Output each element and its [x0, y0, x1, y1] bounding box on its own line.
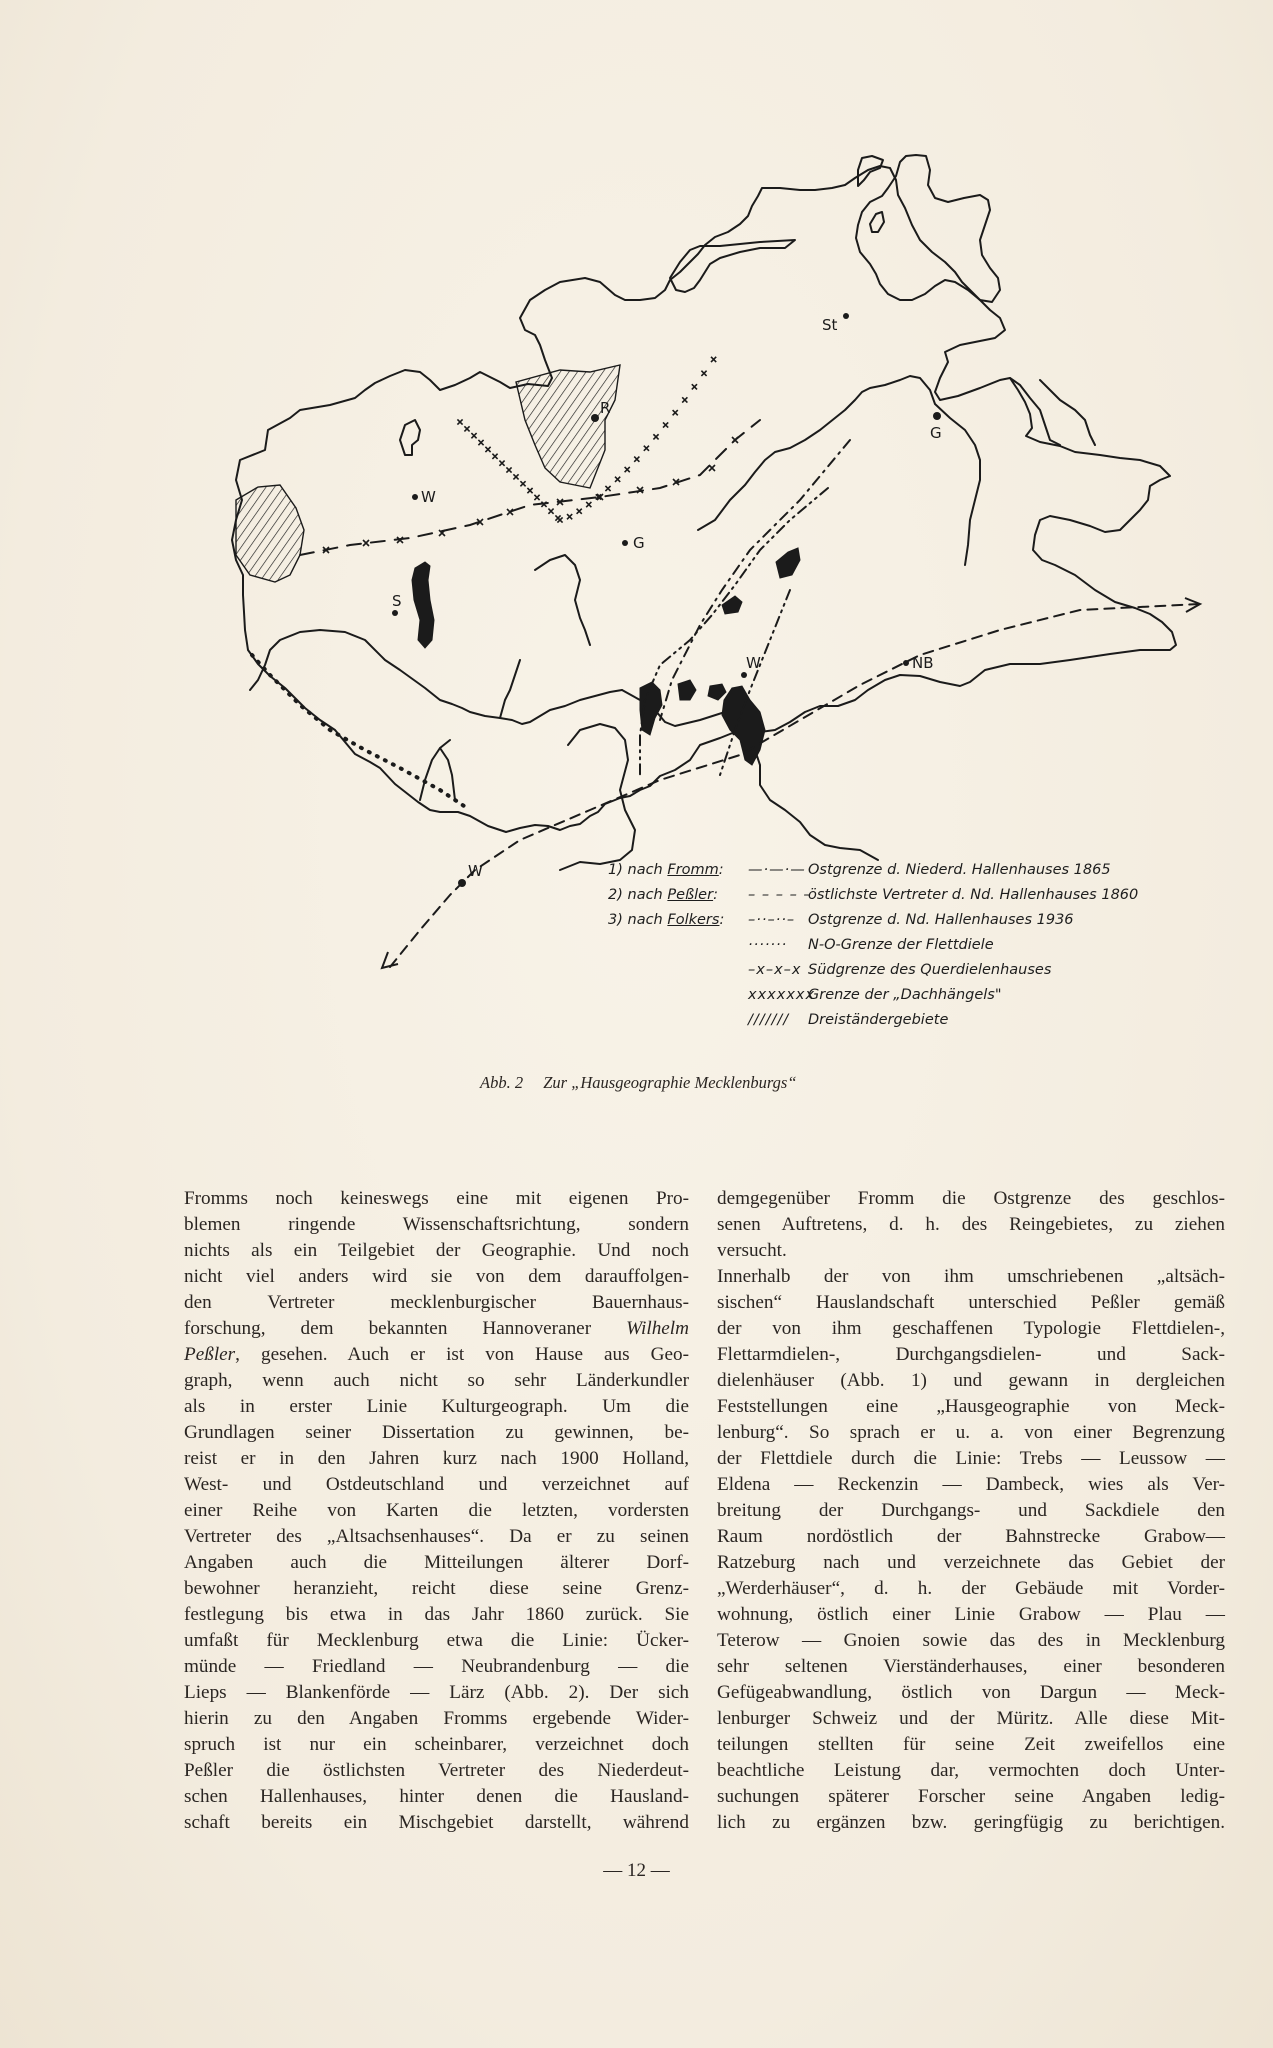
mueritz-lake: [722, 686, 765, 765]
dachhaengel-x-mark: [499, 461, 504, 466]
text-line: sischen“ Hauslandschaft unterschied Peßler gemäß: [717, 1292, 1225, 1313]
text-line: den Vertreter mecklenburgischer Bauernhaus-: [184, 1292, 689, 1313]
hatched-area-rostock: [516, 365, 620, 488]
legend-prefix: nach: [627, 912, 663, 928]
text-line: bewohner heranzieht, reicht diese seine Grenz-: [184, 1578, 689, 1599]
text-line: lenburger Schweiz und der Müritz. Alle diese Mit-: [717, 1708, 1225, 1729]
legend-author: Fromm: [667, 862, 719, 878]
legend-number: 3): [608, 912, 623, 928]
legend-number: 2): [608, 887, 623, 903]
querdielen-line: [300, 420, 760, 555]
legend-row: [608, 912, 1248, 937]
dachhaengel-x-mark: [605, 486, 610, 491]
figure-title: Zur „Hausgeographie Mecklenburgs“: [543, 1073, 797, 1092]
dachhaengel-x-mark: [653, 434, 658, 439]
text-line: [184, 1316, 689, 1342]
text-line: Teterow — Gnoien sowie das des in Mecklenburg: [717, 1630, 1225, 1651]
dachhaengel-x-mark: [534, 495, 539, 500]
map-label-stralsund: St: [822, 316, 838, 334]
text-line: spruch ist nur ein scheinbarer, verzeichnet doch: [184, 1734, 689, 1755]
querdielen-x-mark: [709, 465, 715, 471]
page-number: — 12 —: [603, 1860, 670, 1881]
text-line: „Werderhäuser“, d. h. der Gebäude mit Vorder-: [717, 1578, 1225, 1599]
hatched-area-west: [236, 485, 304, 582]
dachhaengel-x-mark: [457, 419, 462, 424]
legend-row: [608, 887, 1248, 912]
text-line: nichts als ein Teilgebiet der Geographie. Und noch: [184, 1240, 689, 1261]
dachhaengel-x-mark: [506, 467, 511, 472]
haff-region: [1010, 378, 1095, 445]
querdielen-x-mark: [363, 540, 369, 546]
text-line: der Flettdiele durch die Linie: Trebs — Leussow —: [717, 1448, 1225, 1469]
legend-source: 3) nach Folkers:: [608, 912, 725, 928]
text-line: Innerhalb der von ihm umschriebenen „altsäch-: [717, 1266, 1225, 1287]
legend-description: Südgrenze des Querdielenhauses: [808, 962, 1052, 978]
lake: [678, 680, 696, 700]
dachhaengel-x-mark: [682, 397, 687, 402]
ruegen-island: [856, 155, 1000, 302]
legend-row: [608, 1012, 1248, 1037]
map-label-waren: W: [746, 654, 761, 672]
dachhaengel-x-mark: [586, 502, 591, 507]
lake: [776, 548, 800, 578]
dachhaengel-x-mark: [711, 357, 716, 362]
legend-symbol: –··–··–: [748, 912, 796, 928]
legend-description: Dreiständergebiete: [808, 1012, 949, 1028]
dachhaengel-x-mark: [625, 467, 630, 472]
dachhaengel-x-mark: [701, 371, 706, 376]
text-line: Raum nordöstlich der Bahnstrecke Grabow—: [717, 1526, 1225, 1547]
text-column-right: [717, 1186, 1225, 1836]
text-line: Lieps — Blankenförde — Lärz (Abb. 2). Der sich: [184, 1682, 689, 1703]
ruegen-island: [870, 212, 884, 232]
map-label-rostock: R: [600, 399, 611, 417]
dachhaengel-x-mark: [567, 514, 572, 519]
legend-symbol: ///////: [748, 1012, 790, 1028]
text-line: lenburg“. So sprach er u. a. von einer Begrenzung: [717, 1422, 1225, 1443]
dachhaengel-x-mark: [692, 384, 697, 389]
legend-row: [608, 962, 1248, 987]
text-line: sehr seltenen Vierständerhauses, einer besonderen: [717, 1656, 1225, 1677]
text-line: dielenhäuser (Abb. 1) und gewann in dergleichen: [717, 1370, 1225, 1391]
text-line: senen Auftretens, d. h. des Reingebietes, zu ziehen: [717, 1214, 1225, 1235]
text-line: umfaßt für Mecklenburg etwa die Linie: Ücker-: [184, 1630, 689, 1651]
flettdiele-line: [252, 655, 470, 810]
text-line: münde — Friedland — Neubrandenburg — die: [184, 1656, 689, 1677]
lake: [708, 684, 726, 700]
map-label-schwerin: S: [392, 592, 402, 610]
legend-author: Folkers: [667, 912, 720, 928]
coastline: [232, 166, 1176, 832]
legend-row: [608, 987, 1248, 1012]
map-label-wismar: W: [421, 488, 436, 506]
figure-number: Abb. 2: [480, 1073, 524, 1092]
river: [535, 555, 590, 645]
map-label-neubrandenburg: NB: [912, 654, 934, 672]
dachhaengel-x-mark: [478, 440, 483, 445]
text-line: Eldena — Reckenzin — Dambeck, wies als Ver-: [717, 1474, 1225, 1495]
legend-prefix: nach: [627, 887, 663, 903]
legend-row: [608, 937, 1248, 962]
text-fragment: forschung, dem bekannten Hannoveraner: [184, 1318, 627, 1339]
dachhaengel-x-mark: [663, 422, 668, 427]
map-figure: [0, 0, 1273, 1000]
text-line: versucht.: [717, 1240, 787, 1261]
darss-peninsula: [670, 240, 795, 292]
legend-source: 1) nach Fromm:: [608, 862, 724, 878]
dachhaengel-x-mark: [557, 517, 562, 522]
legend-symbol: – – – – –: [748, 887, 812, 903]
dachhaengel-x-mark: [492, 454, 497, 459]
author-name: Wilhelm: [626, 1318, 689, 1339]
dachhaengel-x-mark: [485, 447, 490, 452]
text-fragment: , gesehen. Auch er ist von Hause aus Geo-: [235, 1344, 689, 1365]
legend-description: N-O-Grenze der Flettdiele: [808, 937, 994, 953]
legend-description: Ostgrenze d. Niederd. Hallenhauses 1865: [808, 862, 1111, 878]
text-line: Peßler die östlichsten Vertreter des Niederdeut-: [184, 1760, 689, 1781]
dachhaengel-x-mark: [471, 433, 476, 438]
map-label-wittenberge: W: [468, 862, 483, 880]
text-line: teilungen stellten für seine Zeit zweifellos eine: [717, 1734, 1225, 1755]
river: [500, 660, 520, 718]
dachhaengel-x-mark: [634, 457, 639, 462]
text-line: der von ihm geschaffenen Typologie Flettdielen-,: [717, 1318, 1225, 1339]
text-line: Gefügeabwandlung, östlich von Dargun — Meck-: [717, 1682, 1225, 1703]
querdielen-x-mark: [732, 437, 738, 443]
schwerin-lake: [412, 562, 434, 648]
legend-number: 1): [608, 862, 623, 878]
text-line: wohnung, östlich einer Linie Grabow — Plau —: [717, 1604, 1225, 1625]
dachhaengel-x-mark: [513, 474, 518, 479]
text-line: reist er in den Jahren kurz nach 1900 Holland,: [184, 1448, 689, 1469]
dachhaengel-x-mark: [673, 410, 678, 415]
text-line: hierin zu den Angaben Fromms ergebende Wider-: [184, 1708, 689, 1729]
dachhaengel-x-mark: [615, 477, 620, 482]
text-line: festlegung bis etwa in das Jahr 1860 zurück. Sie: [184, 1604, 689, 1625]
author-name: Peßler: [184, 1344, 236, 1365]
text-line: schen Hallenhauses, hinter denen die Hausland-: [184, 1786, 689, 1807]
text-line: breitung der Durchgangs- und Sackdiele den: [717, 1500, 1225, 1521]
legend-symbol: xxxxxxx: [748, 987, 816, 1003]
legend-description: östlichste Vertreter d. Nd. Hallenhauses 1860: [808, 887, 1139, 903]
text-line: Grundlagen seiner Dissertation zu gewinnen, be-: [184, 1422, 689, 1443]
map-label-guestrow: G: [633, 534, 645, 552]
ruegen-island: [858, 156, 883, 186]
text-line: Angaben auch die Mitteilungen älterer Dorf-: [184, 1552, 689, 1573]
map-legend: [608, 862, 1248, 1037]
legend-source: 2) nach Peßler:: [608, 887, 718, 903]
text-line: als in erster Linie Kulturgeograph. Um die: [184, 1396, 689, 1417]
text-line: schaft bereits ein Mischgebiet darstellt, während: [184, 1812, 689, 1833]
text-line: Fromms noch keineswegs eine mit eigenen Pro-: [184, 1188, 689, 1209]
legend-description: Grenze der „Dachhängels": [808, 987, 1002, 1003]
text-line: Ratzeburg nach und verzeichnete das Gebiet der: [717, 1552, 1225, 1573]
legend-description: Ostgrenze d. Nd. Hallenhauses 1936: [808, 912, 1074, 928]
text-column-left: [184, 1186, 689, 1836]
legend-symbol: —·—·—: [748, 862, 806, 878]
text-line: Feststellungen eine „Hausgeographie von Meck-: [717, 1396, 1225, 1417]
legend-prefix: nach: [627, 862, 663, 878]
dachhaengel-x-mark: [548, 509, 553, 514]
dachhaengel-x-mark: [577, 509, 582, 514]
text-line: nicht viel anders wird sie von dem darauffolgen-: [184, 1266, 689, 1287]
legend-symbol: ·······: [748, 937, 788, 953]
legend-row: [608, 862, 1248, 887]
text-line: blemen ringende Wissenschaftsrichtung, sondern: [184, 1214, 689, 1235]
dachhaengel-x-mark: [527, 488, 532, 493]
text-line: graph, wenn auch nicht so sehr Länderkundler: [184, 1370, 689, 1391]
dachhaengel-x-mark: [644, 446, 649, 451]
text-line: lich zu ergänzen bzw. geringfügig zu berichtigen.: [717, 1812, 1225, 1833]
figure-caption: [480, 1073, 797, 1093]
text-line: Vertreter des „Altsachsenhauses“. Da er zu seinen: [184, 1526, 689, 1547]
text-line: suchungen späterer Forscher seine Angaben ledig-: [717, 1786, 1225, 1807]
map-label-greifswald: G: [930, 424, 942, 442]
poel-island: [400, 420, 420, 455]
text-line: Flettarmdielen-, Durchgangsdielen- und Sack-: [717, 1344, 1225, 1365]
text-line: einer Reihe von Karten die letzten, vordersten: [184, 1500, 689, 1521]
river: [698, 376, 980, 565]
legend-symbol: –x–x–x: [748, 962, 802, 978]
text-line: West- und Ostdeutschland und verzeichnet auf: [184, 1474, 689, 1495]
dachhaengel-x-mark: [464, 426, 469, 431]
text-line: [184, 1342, 689, 1368]
river: [420, 740, 455, 800]
text-line: demgegenüber Fromm die Ostgrenze des geschlos-: [717, 1188, 1225, 1209]
legend-author: Peßler: [667, 887, 714, 903]
text-line: beachtliche Leistung dar, vermochten doch Unter-: [717, 1760, 1225, 1781]
dachhaengel-x-mark: [520, 481, 525, 486]
